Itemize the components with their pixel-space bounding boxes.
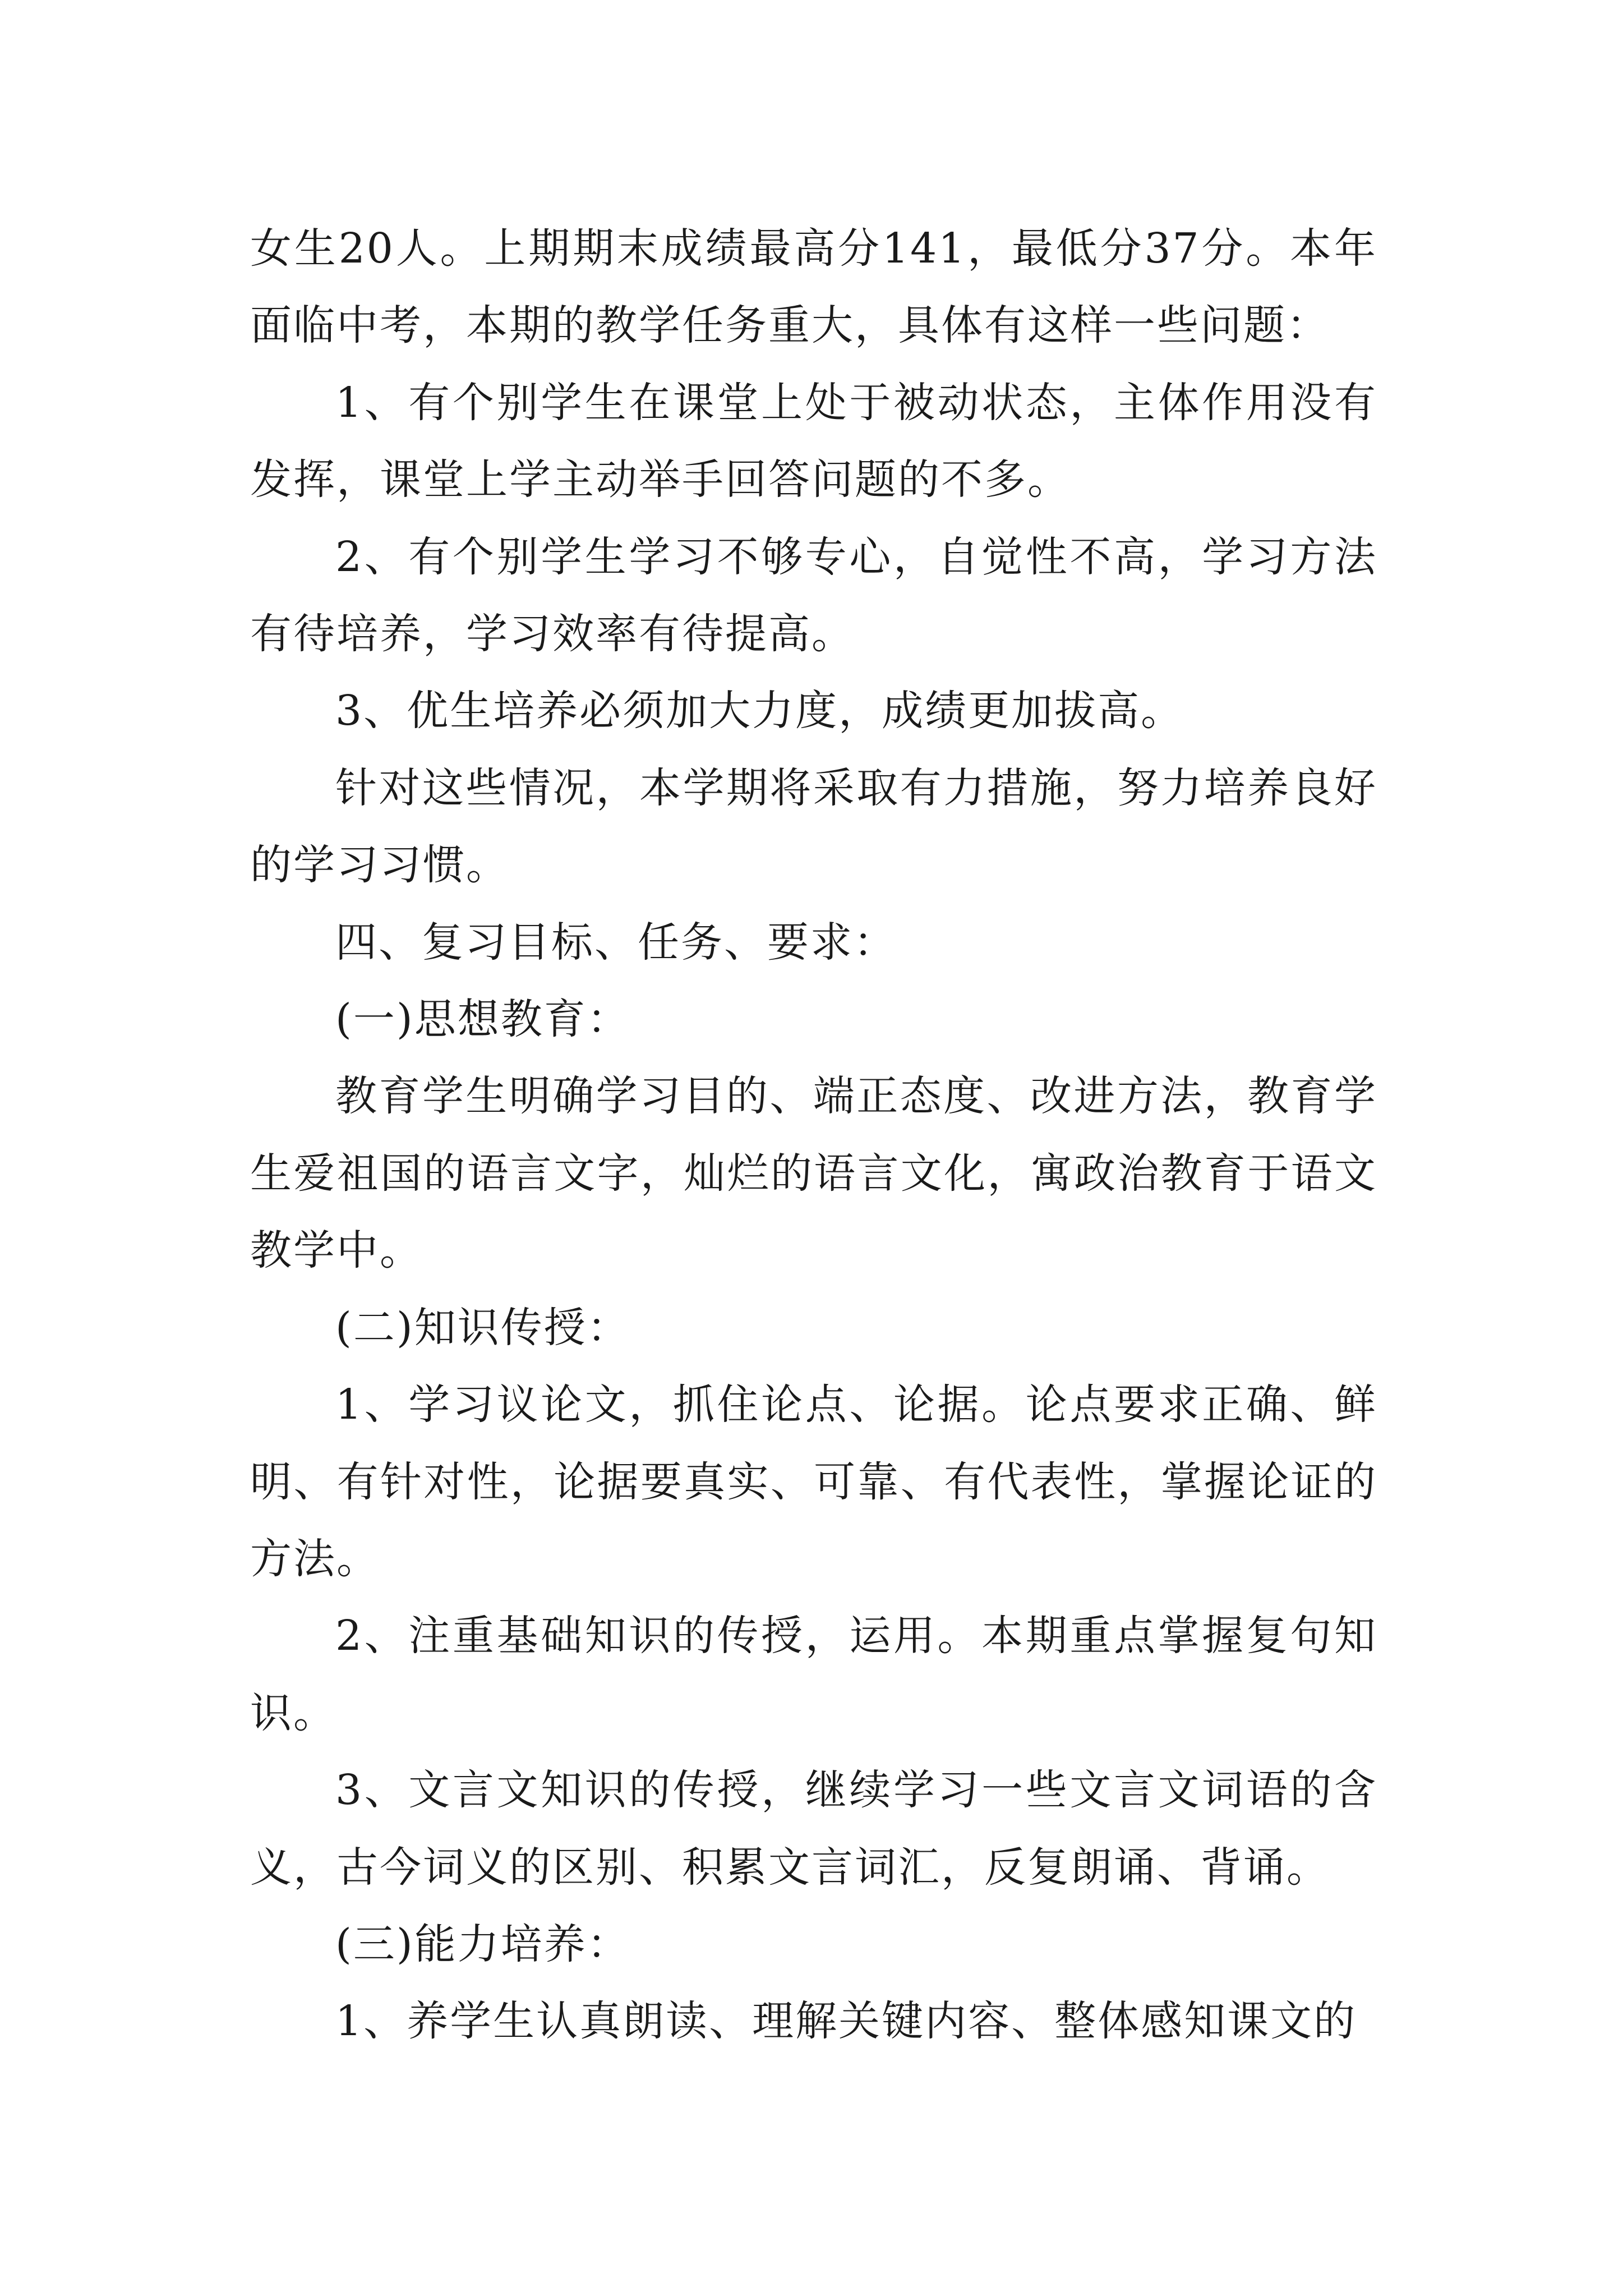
paragraph-problem-3: 3、优生培养必须加大力度，成绩更加拔高。 bbox=[335, 687, 1184, 735]
paragraph-knowledge-2: 2、注重基础知识的传授，运用。本期重点掌握复句知识。 bbox=[250, 1612, 1377, 1737]
paragraph-ideological-education: 教育学生明确学习目的、端正态度、改进方法，教育学生爱祖国的语言文字，灿烂的语言文化，寓政治教育于语文教学中。 bbox=[250, 1072, 1377, 1275]
paragraph-ability-1: 1、养学生认真朗读、理解关键内容、整体感知课文的 bbox=[335, 1997, 1357, 2046]
paragraph-measures: 针对这些情况，本学期将采取有力措施，努力培养良好的学习习惯。 bbox=[250, 763, 1377, 890]
subheading-ideological-education: (一)思想教育： bbox=[335, 995, 630, 1044]
section-heading-goals: 四、复习目标、任务、要求： bbox=[335, 918, 897, 967]
document-body bbox=[250, 210, 1377, 2060]
subheading-ability-training: (三)能力培养： bbox=[335, 1920, 630, 1968]
paragraph-knowledge-3: 3、文言文知识的传授，继续学习一些文言文词语的含义，古今词义的区别、积累文言词汇，反复朗诵、背诵。 bbox=[250, 1766, 1377, 1892]
paragraph-problem-2: 2、有个别学生学习不够专心，自觉性不高，学习方法有待培养，学习效率有待提高。 bbox=[250, 532, 1377, 659]
paragraph-class-intro: 女生20人。上期期末成绩最高分141，最低分37分。本年面临中考，本期的教学任务重大，具体有这样一些问题： bbox=[250, 224, 1377, 350]
paragraph-knowledge-1: 1、学习议论文，抓住论点、论据。论点要求正确、鲜明、有针对性，论据要真实、可靠、有代表性，掌握论证的方法。 bbox=[250, 1381, 1377, 1583]
subheading-knowledge-teaching: (二)知识传授： bbox=[335, 1303, 630, 1352]
paragraph-problem-1: 1、有个别学生在课堂上处于被动状态，主体作用没有发挥，课堂上学主动举手回答问题的不多。 bbox=[250, 378, 1377, 504]
